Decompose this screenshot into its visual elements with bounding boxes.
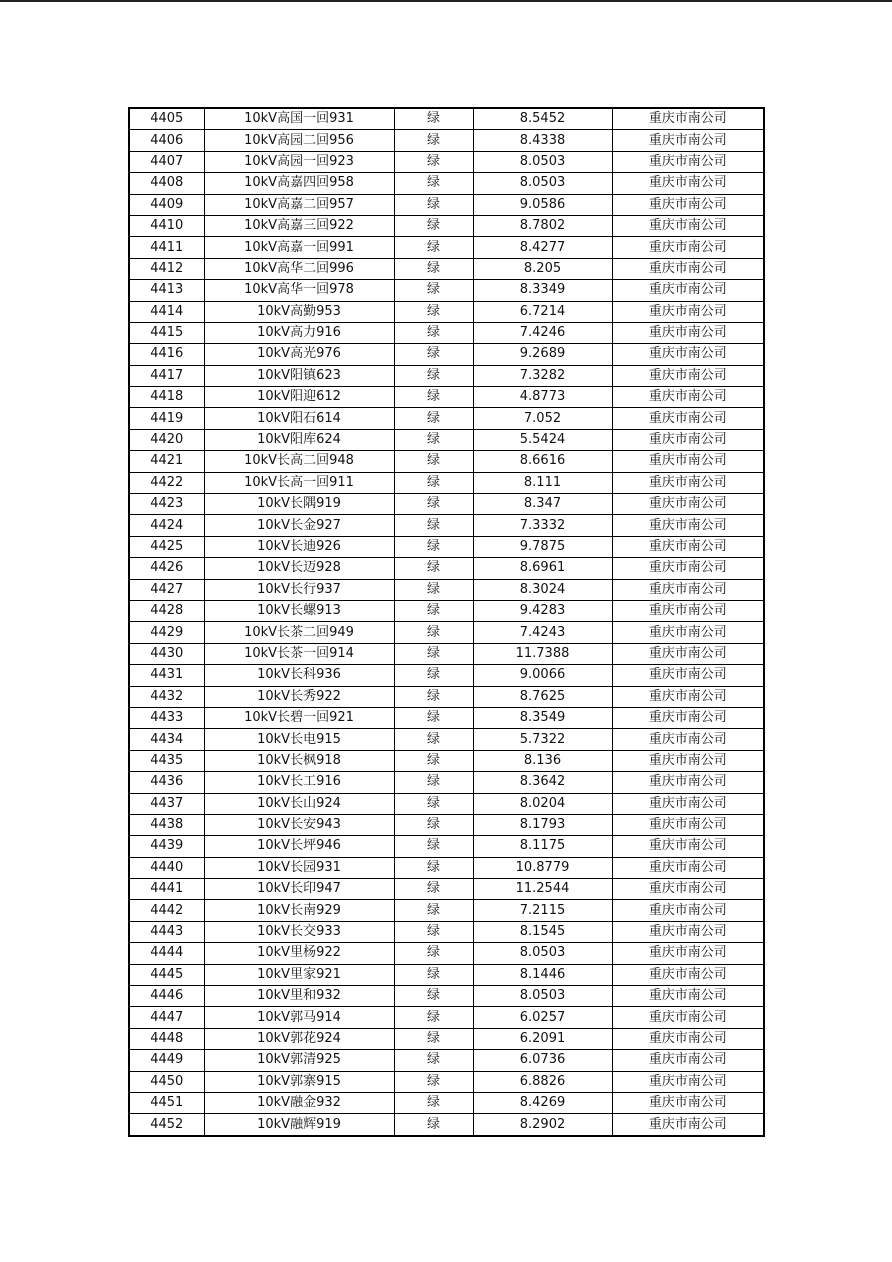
- company-cell: 重庆市南公司: [612, 194, 764, 215]
- row-id-cell: 4419: [129, 408, 204, 429]
- line-name-cell: 10kV长金927: [204, 515, 394, 536]
- value-cell: 6.0257: [473, 1007, 612, 1028]
- value-cell: 8.5452: [473, 108, 612, 130]
- value-cell: 7.3332: [473, 515, 612, 536]
- color-cell: 绿: [394, 108, 473, 130]
- value-cell: 9.2689: [473, 344, 612, 365]
- row-id-cell: 4430: [129, 643, 204, 664]
- row-id-cell: 4428: [129, 600, 204, 621]
- line-name-cell: 10kV长茶二回949: [204, 622, 394, 643]
- row-id-cell: 4418: [129, 387, 204, 408]
- row-id-cell: 4410: [129, 215, 204, 236]
- table-row: [129, 600, 764, 621]
- value-cell: 8.1793: [473, 814, 612, 835]
- line-name-cell: 10kV长隅919: [204, 494, 394, 515]
- value-cell: 8.0204: [473, 793, 612, 814]
- row-id-cell: 4437: [129, 793, 204, 814]
- table-row: [129, 215, 764, 236]
- company-cell: 重庆市南公司: [612, 750, 764, 771]
- company-cell: 重庆市南公司: [612, 729, 764, 750]
- color-cell: 绿: [394, 900, 473, 921]
- company-cell: 重庆市南公司: [612, 173, 764, 194]
- color-cell: 绿: [394, 579, 473, 600]
- line-name-cell: 10kV长碧一回921: [204, 707, 394, 728]
- color-cell: 绿: [394, 1028, 473, 1049]
- color-cell: 绿: [394, 151, 473, 172]
- color-cell: 绿: [394, 1071, 473, 1092]
- table-row: [129, 237, 764, 258]
- company-cell: 重庆市南公司: [612, 600, 764, 621]
- value-cell: 8.111: [473, 472, 612, 493]
- value-cell: 8.0503: [473, 151, 612, 172]
- value-cell: 6.2091: [473, 1028, 612, 1049]
- company-cell: 重庆市南公司: [612, 387, 764, 408]
- table-row: [129, 707, 764, 728]
- company-cell: 重庆市南公司: [612, 793, 764, 814]
- company-cell: 重庆市南公司: [612, 814, 764, 835]
- company-cell: 重庆市南公司: [612, 130, 764, 151]
- row-id-cell: 4415: [129, 322, 204, 343]
- value-cell: 8.1545: [473, 921, 612, 942]
- line-name-cell: 10kV长安943: [204, 814, 394, 835]
- color-cell: 绿: [394, 686, 473, 707]
- color-cell: 绿: [394, 215, 473, 236]
- color-cell: 绿: [394, 836, 473, 857]
- row-id-cell: 4442: [129, 900, 204, 921]
- row-id-cell: 4445: [129, 964, 204, 985]
- line-name-cell: 10kV里家921: [204, 964, 394, 985]
- company-cell: 重庆市南公司: [612, 408, 764, 429]
- table-row: [129, 857, 764, 878]
- value-cell: 6.7214: [473, 301, 612, 322]
- color-cell: 绿: [394, 943, 473, 964]
- row-id-cell: 4413: [129, 280, 204, 301]
- row-id-cell: 4448: [129, 1028, 204, 1049]
- line-name-cell: 10kV长工916: [204, 772, 394, 793]
- company-cell: 重庆市南公司: [612, 344, 764, 365]
- value-cell: 8.205: [473, 258, 612, 279]
- company-cell: 重庆市南公司: [612, 857, 764, 878]
- row-id-cell: 4416: [129, 344, 204, 365]
- company-cell: 重庆市南公司: [612, 451, 764, 472]
- line-name-cell: 10kV长坪946: [204, 836, 394, 857]
- company-cell: 重庆市南公司: [612, 365, 764, 386]
- color-cell: 绿: [394, 1114, 473, 1136]
- line-name-cell: 10kV长高二回948: [204, 451, 394, 472]
- value-cell: 9.0066: [473, 665, 612, 686]
- row-id-cell: 4414: [129, 301, 204, 322]
- row-id-cell: 4406: [129, 130, 204, 151]
- line-name-cell: 10kV长迈928: [204, 558, 394, 579]
- color-cell: 绿: [394, 772, 473, 793]
- color-cell: 绿: [394, 472, 473, 493]
- company-cell: 重庆市南公司: [612, 665, 764, 686]
- line-name-cell: 10kV长迪926: [204, 536, 394, 557]
- line-name-cell: 10kV高嘉四回958: [204, 173, 394, 194]
- table-row: [129, 836, 764, 857]
- color-cell: 绿: [394, 429, 473, 450]
- line-name-cell: 10kV郭寨915: [204, 1071, 394, 1092]
- color-cell: 绿: [394, 536, 473, 557]
- row-id-cell: 4407: [129, 151, 204, 172]
- value-cell: 7.052: [473, 408, 612, 429]
- line-name-cell: 10kV长印947: [204, 879, 394, 900]
- value-cell: 6.0736: [473, 1050, 612, 1071]
- value-cell: 8.7625: [473, 686, 612, 707]
- table-row: [129, 622, 764, 643]
- value-cell: 8.0503: [473, 943, 612, 964]
- row-id-cell: 4449: [129, 1050, 204, 1071]
- value-cell: 7.4243: [473, 622, 612, 643]
- table-row: [129, 900, 764, 921]
- color-cell: 绿: [394, 558, 473, 579]
- company-cell: 重庆市南公司: [612, 1114, 764, 1136]
- line-name-cell: 10kV长交933: [204, 921, 394, 942]
- color-cell: 绿: [394, 515, 473, 536]
- table-row: [129, 280, 764, 301]
- row-id-cell: 4408: [129, 173, 204, 194]
- color-cell: 绿: [394, 258, 473, 279]
- line-name-cell: 10kV阳迎612: [204, 387, 394, 408]
- table-row: [129, 964, 764, 985]
- value-cell: 5.5424: [473, 429, 612, 450]
- company-cell: 重庆市南公司: [612, 108, 764, 130]
- table-row: [129, 536, 764, 557]
- company-cell: 重庆市南公司: [612, 472, 764, 493]
- line-name-cell: 10kV高光976: [204, 344, 394, 365]
- company-cell: 重庆市南公司: [612, 1050, 764, 1071]
- value-cell: 8.1446: [473, 964, 612, 985]
- row-id-cell: 4443: [129, 921, 204, 942]
- row-id-cell: 4417: [129, 365, 204, 386]
- color-cell: 绿: [394, 1092, 473, 1113]
- line-name-cell: 10kV里杨922: [204, 943, 394, 964]
- value-cell: 9.7875: [473, 536, 612, 557]
- page-top-border: [0, 0, 892, 2]
- company-cell: 重庆市南公司: [612, 943, 764, 964]
- color-cell: 绿: [394, 707, 473, 728]
- row-id-cell: 4405: [129, 108, 204, 130]
- color-cell: 绿: [394, 793, 473, 814]
- table-row: [129, 365, 764, 386]
- row-id-cell: 4439: [129, 836, 204, 857]
- line-name-cell: 10kV高勤953: [204, 301, 394, 322]
- color-cell: 绿: [394, 879, 473, 900]
- table-row: [129, 194, 764, 215]
- line-name-cell: 10kV高嘉三回922: [204, 215, 394, 236]
- color-cell: 绿: [394, 1050, 473, 1071]
- line-name-cell: 10kV高嘉二回957: [204, 194, 394, 215]
- color-cell: 绿: [394, 921, 473, 942]
- company-cell: 重庆市南公司: [612, 536, 764, 557]
- color-cell: 绿: [394, 622, 473, 643]
- color-cell: 绿: [394, 451, 473, 472]
- value-cell: 8.7802: [473, 215, 612, 236]
- table-row: [129, 451, 764, 472]
- table-row: [129, 258, 764, 279]
- value-cell: 11.7388: [473, 643, 612, 664]
- table-row: [129, 130, 764, 151]
- row-id-cell: 4433: [129, 707, 204, 728]
- color-cell: 绿: [394, 301, 473, 322]
- company-cell: 重庆市南公司: [612, 921, 764, 942]
- value-cell: 7.2115: [473, 900, 612, 921]
- line-name-cell: 10kV长科936: [204, 665, 394, 686]
- value-cell: 8.6616: [473, 451, 612, 472]
- row-id-cell: 4444: [129, 943, 204, 964]
- line-name-cell: 10kV融辉919: [204, 1114, 394, 1136]
- company-cell: 重庆市南公司: [612, 429, 764, 450]
- color-cell: 绿: [394, 387, 473, 408]
- table-row: [129, 1114, 764, 1136]
- value-cell: 8.4338: [473, 130, 612, 151]
- color-cell: 绿: [394, 1007, 473, 1028]
- value-cell: 8.136: [473, 750, 612, 771]
- line-name-cell: 10kV长茶一回914: [204, 643, 394, 664]
- line-name-cell: 10kV长山924: [204, 793, 394, 814]
- row-id-cell: 4447: [129, 1007, 204, 1028]
- line-name-cell: 10kV郭马914: [204, 1007, 394, 1028]
- row-id-cell: 4452: [129, 1114, 204, 1136]
- value-cell: 6.8826: [473, 1071, 612, 1092]
- company-cell: 重庆市南公司: [612, 622, 764, 643]
- table-row: [129, 772, 764, 793]
- color-cell: 绿: [394, 408, 473, 429]
- table-row: [129, 750, 764, 771]
- color-cell: 绿: [394, 750, 473, 771]
- line-name-cell: 10kV阳镇623: [204, 365, 394, 386]
- row-id-cell: 4438: [129, 814, 204, 835]
- company-cell: 重庆市南公司: [612, 151, 764, 172]
- row-id-cell: 4446: [129, 986, 204, 1007]
- company-cell: 重庆市南公司: [612, 494, 764, 515]
- table-row: [129, 472, 764, 493]
- table-row: [129, 943, 764, 964]
- color-cell: 绿: [394, 280, 473, 301]
- company-cell: 重庆市南公司: [612, 900, 764, 921]
- table-row: [129, 579, 764, 600]
- table-row: [129, 322, 764, 343]
- table-row: [129, 515, 764, 536]
- value-cell: 8.4277: [473, 237, 612, 258]
- table-row: [129, 1092, 764, 1113]
- line-name-cell: 10kV阳库624: [204, 429, 394, 450]
- color-cell: 绿: [394, 494, 473, 515]
- value-cell: 8.6961: [473, 558, 612, 579]
- color-cell: 绿: [394, 665, 473, 686]
- line-name-cell: 10kV郭清925: [204, 1050, 394, 1071]
- row-id-cell: 4423: [129, 494, 204, 515]
- table-row: [129, 1071, 764, 1092]
- line-name-cell: 10kV里和932: [204, 986, 394, 1007]
- color-cell: 绿: [394, 173, 473, 194]
- company-cell: 重庆市南公司: [612, 301, 764, 322]
- value-cell: 8.2902: [473, 1114, 612, 1136]
- table-row: [129, 558, 764, 579]
- row-id-cell: 4412: [129, 258, 204, 279]
- color-cell: 绿: [394, 344, 473, 365]
- company-cell: 重庆市南公司: [612, 1007, 764, 1028]
- row-id-cell: 4435: [129, 750, 204, 771]
- company-cell: 重庆市南公司: [612, 322, 764, 343]
- table-row: [129, 793, 764, 814]
- color-cell: 绿: [394, 964, 473, 985]
- company-cell: 重庆市南公司: [612, 215, 764, 236]
- line-name-cell: 10kV郭花924: [204, 1028, 394, 1049]
- row-id-cell: 4436: [129, 772, 204, 793]
- table-row: [129, 408, 764, 429]
- table-row: [129, 879, 764, 900]
- company-cell: 重庆市南公司: [612, 280, 764, 301]
- value-cell: 8.0503: [473, 173, 612, 194]
- row-id-cell: 4425: [129, 536, 204, 557]
- row-id-cell: 4426: [129, 558, 204, 579]
- line-name-cell: 10kV长高一回911: [204, 472, 394, 493]
- table-row: [129, 665, 764, 686]
- row-id-cell: 4427: [129, 579, 204, 600]
- row-id-cell: 4409: [129, 194, 204, 215]
- row-id-cell: 4432: [129, 686, 204, 707]
- row-id-cell: 4431: [129, 665, 204, 686]
- line-name-cell: 10kV长行937: [204, 579, 394, 600]
- color-cell: 绿: [394, 600, 473, 621]
- value-cell: 4.8773: [473, 387, 612, 408]
- company-cell: 重庆市南公司: [612, 986, 764, 1007]
- table-row: [129, 1050, 764, 1071]
- value-cell: 8.0503: [473, 986, 612, 1007]
- color-cell: 绿: [394, 194, 473, 215]
- line-name-cell: 10kV长秀922: [204, 686, 394, 707]
- line-name-cell: 10kV融金932: [204, 1092, 394, 1113]
- table-row: [129, 1028, 764, 1049]
- table-row: [129, 686, 764, 707]
- color-cell: 绿: [394, 237, 473, 258]
- value-cell: 10.8779: [473, 857, 612, 878]
- table-row: [129, 1007, 764, 1028]
- row-id-cell: 4420: [129, 429, 204, 450]
- line-name-cell: 10kV阳石614: [204, 408, 394, 429]
- company-cell: 重庆市南公司: [612, 686, 764, 707]
- table-body: [129, 108, 764, 1136]
- value-cell: 7.3282: [473, 365, 612, 386]
- color-cell: 绿: [394, 814, 473, 835]
- value-cell: 9.4283: [473, 600, 612, 621]
- value-cell: 8.1175: [473, 836, 612, 857]
- row-id-cell: 4422: [129, 472, 204, 493]
- line-name-cell: 10kV高力916: [204, 322, 394, 343]
- value-cell: 5.7322: [473, 729, 612, 750]
- company-cell: 重庆市南公司: [612, 707, 764, 728]
- row-id-cell: 4424: [129, 515, 204, 536]
- row-id-cell: 4440: [129, 857, 204, 878]
- company-cell: 重庆市南公司: [612, 558, 764, 579]
- table-row: [129, 301, 764, 322]
- row-id-cell: 4451: [129, 1092, 204, 1113]
- company-cell: 重庆市南公司: [612, 836, 764, 857]
- table-row: [129, 387, 764, 408]
- row-id-cell: 4429: [129, 622, 204, 643]
- line-name-cell: 10kV高嘉一回991: [204, 237, 394, 258]
- color-cell: 绿: [394, 729, 473, 750]
- line-name-cell: 10kV高华二回996: [204, 258, 394, 279]
- line-name-cell: 10kV长螺913: [204, 600, 394, 621]
- row-id-cell: 4434: [129, 729, 204, 750]
- row-id-cell: 4411: [129, 237, 204, 258]
- table-row: [129, 729, 764, 750]
- company-cell: 重庆市南公司: [612, 879, 764, 900]
- company-cell: 重庆市南公司: [612, 237, 764, 258]
- line-name-cell: 10kV长枫918: [204, 750, 394, 771]
- table-row: [129, 814, 764, 835]
- company-cell: 重庆市南公司: [612, 579, 764, 600]
- company-cell: 重庆市南公司: [612, 515, 764, 536]
- line-name-cell: 10kV高国一回931: [204, 108, 394, 130]
- line-name-cell: 10kV高华一回978: [204, 280, 394, 301]
- row-id-cell: 4450: [129, 1071, 204, 1092]
- color-cell: 绿: [394, 130, 473, 151]
- value-cell: 11.2544: [473, 879, 612, 900]
- color-cell: 绿: [394, 365, 473, 386]
- value-cell: 9.0586: [473, 194, 612, 215]
- company-cell: 重庆市南公司: [612, 1092, 764, 1113]
- company-cell: 重庆市南公司: [612, 964, 764, 985]
- table-row: [129, 494, 764, 515]
- table-row: [129, 173, 764, 194]
- value-cell: 8.3024: [473, 579, 612, 600]
- row-id-cell: 4421: [129, 451, 204, 472]
- line-name-cell: 10kV长南929: [204, 900, 394, 921]
- table-row: [129, 429, 764, 450]
- company-cell: 重庆市南公司: [612, 772, 764, 793]
- value-cell: 8.4269: [473, 1092, 612, 1113]
- table-row: [129, 344, 764, 365]
- company-cell: 重庆市南公司: [612, 1028, 764, 1049]
- line-name-cell: 10kV高园二回956: [204, 130, 394, 151]
- value-cell: 8.3642: [473, 772, 612, 793]
- line-name-cell: 10kV长电915: [204, 729, 394, 750]
- table-row: [129, 643, 764, 664]
- value-cell: 8.3549: [473, 707, 612, 728]
- table-row: [129, 151, 764, 172]
- company-cell: 重庆市南公司: [612, 643, 764, 664]
- value-cell: 8.347: [473, 494, 612, 515]
- color-cell: 绿: [394, 322, 473, 343]
- color-cell: 绿: [394, 643, 473, 664]
- value-cell: 8.3349: [473, 280, 612, 301]
- value-cell: 7.4246: [473, 322, 612, 343]
- table-row: [129, 921, 764, 942]
- data-table: [128, 107, 765, 1137]
- line-name-cell: 10kV高园一回923: [204, 151, 394, 172]
- line-name-cell: 10kV长园931: [204, 857, 394, 878]
- company-cell: 重庆市南公司: [612, 258, 764, 279]
- color-cell: 绿: [394, 857, 473, 878]
- company-cell: 重庆市南公司: [612, 1071, 764, 1092]
- row-id-cell: 4441: [129, 879, 204, 900]
- color-cell: 绿: [394, 986, 473, 1007]
- table-row: [129, 986, 764, 1007]
- table-row: [129, 108, 764, 130]
